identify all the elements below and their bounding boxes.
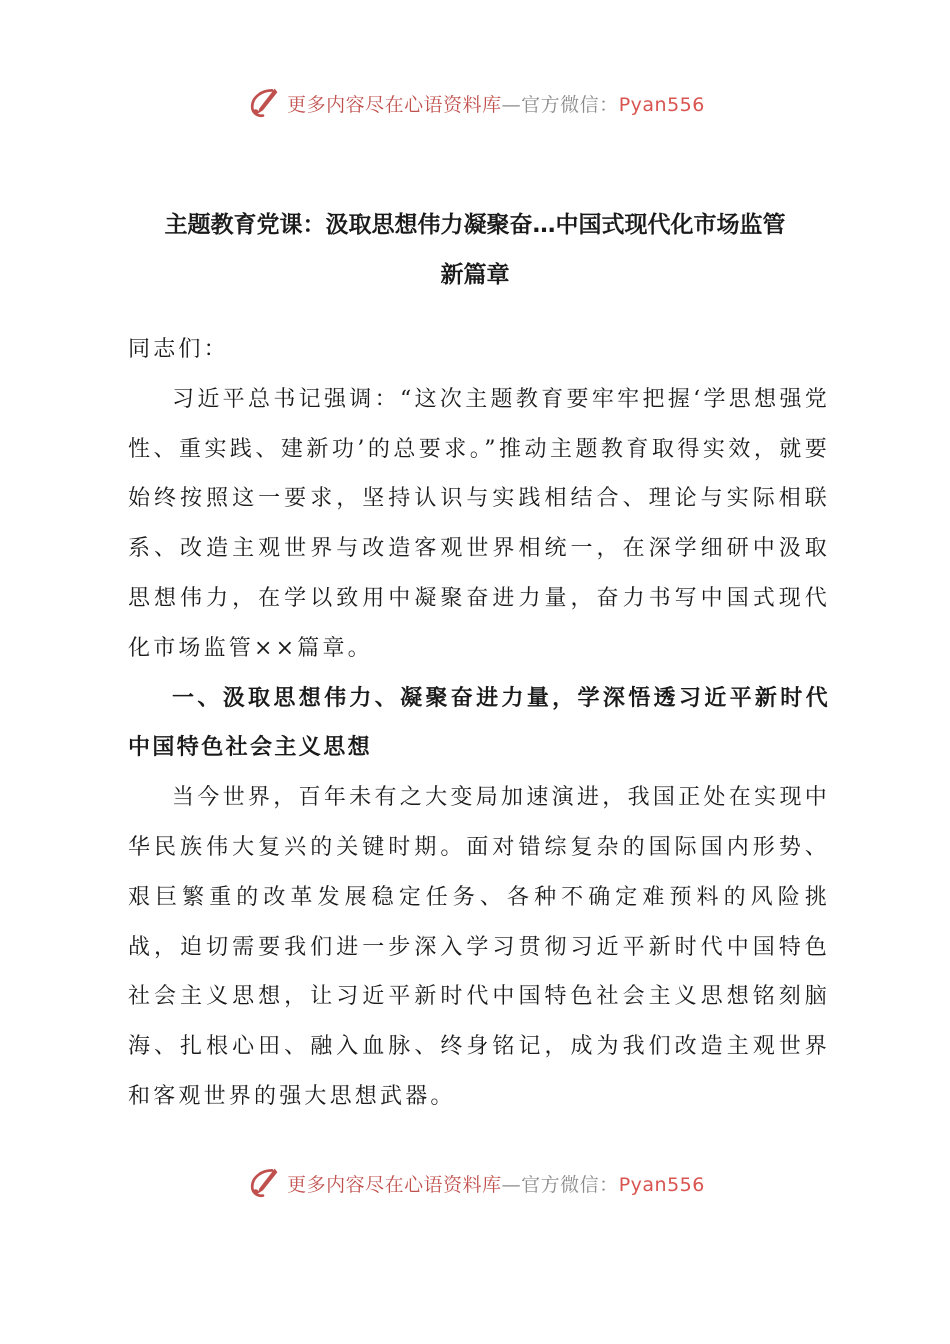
section-heading-1: 一、汲取思想伟力、凝聚奋进力量，学深悟透习近平新时代中国特色社会主义思想 [128,685,830,761]
document-body [128,325,830,1122]
paragraph-2: 当今世界，百年未有之大变局加速演进，我国正处在实现中华民族伟大复兴的关键时期。面对错综复杂的国际国内形势、艰巨繁重的改革发展稳定任务、各种不确定难预料的风险挑战，迫切需要我们进一步深入学习贯彻习近平新时代中国特色社会主义思想，让习近平新时代中国特色社会主义思想铭刻脑海、扎根心田、融入血脉、终身铭记，成为我们改造主观世界和客观世界的强大思想武器。 [128,785,830,1109]
quill-pen-swirl-icon [245,85,281,121]
quill-pen-swirl-icon [245,1165,281,1201]
title-line-2: 新篇章 [440,262,510,288]
watermark-wechat-id: Pyan556 [618,1173,705,1196]
watermark-wechat-id: Pyan556 [618,93,705,116]
watermark-text [287,1170,705,1197]
watermark-site-name: 更多内容尽在心语资料库 [287,1173,502,1196]
watermark-wechat-label: —官方微信： [501,1173,619,1196]
watermark-wechat-label: —官方微信： [501,93,619,116]
watermark-site-name: 更多内容尽在心语资料库 [287,93,502,116]
watermark-text [287,90,705,117]
footer-watermark [0,1158,950,1208]
paragraph-1: 习近平总书记强调：“这次主题教育要牢牢把握‘学思想强党性、重实践、建新功’的总要求。”推动主题教育取得实效，就要始终按照这一要求，坚持认识与实践相结合、理论与实际相联系、改造主观世界与改造客观世界相统一，在深学细研中汲取思想伟力，在学以致用中凝聚奋进力量，奋力书写中国式现代化市场监管××篇章。 [128,386,830,661]
document-title [110,200,840,300]
salutation: 同志们： [128,337,229,362]
title-line-1: 主题教育党课：汲取思想伟力凝聚奋…中国式现代化市场监管 [164,212,786,238]
header-watermark [0,78,950,128]
